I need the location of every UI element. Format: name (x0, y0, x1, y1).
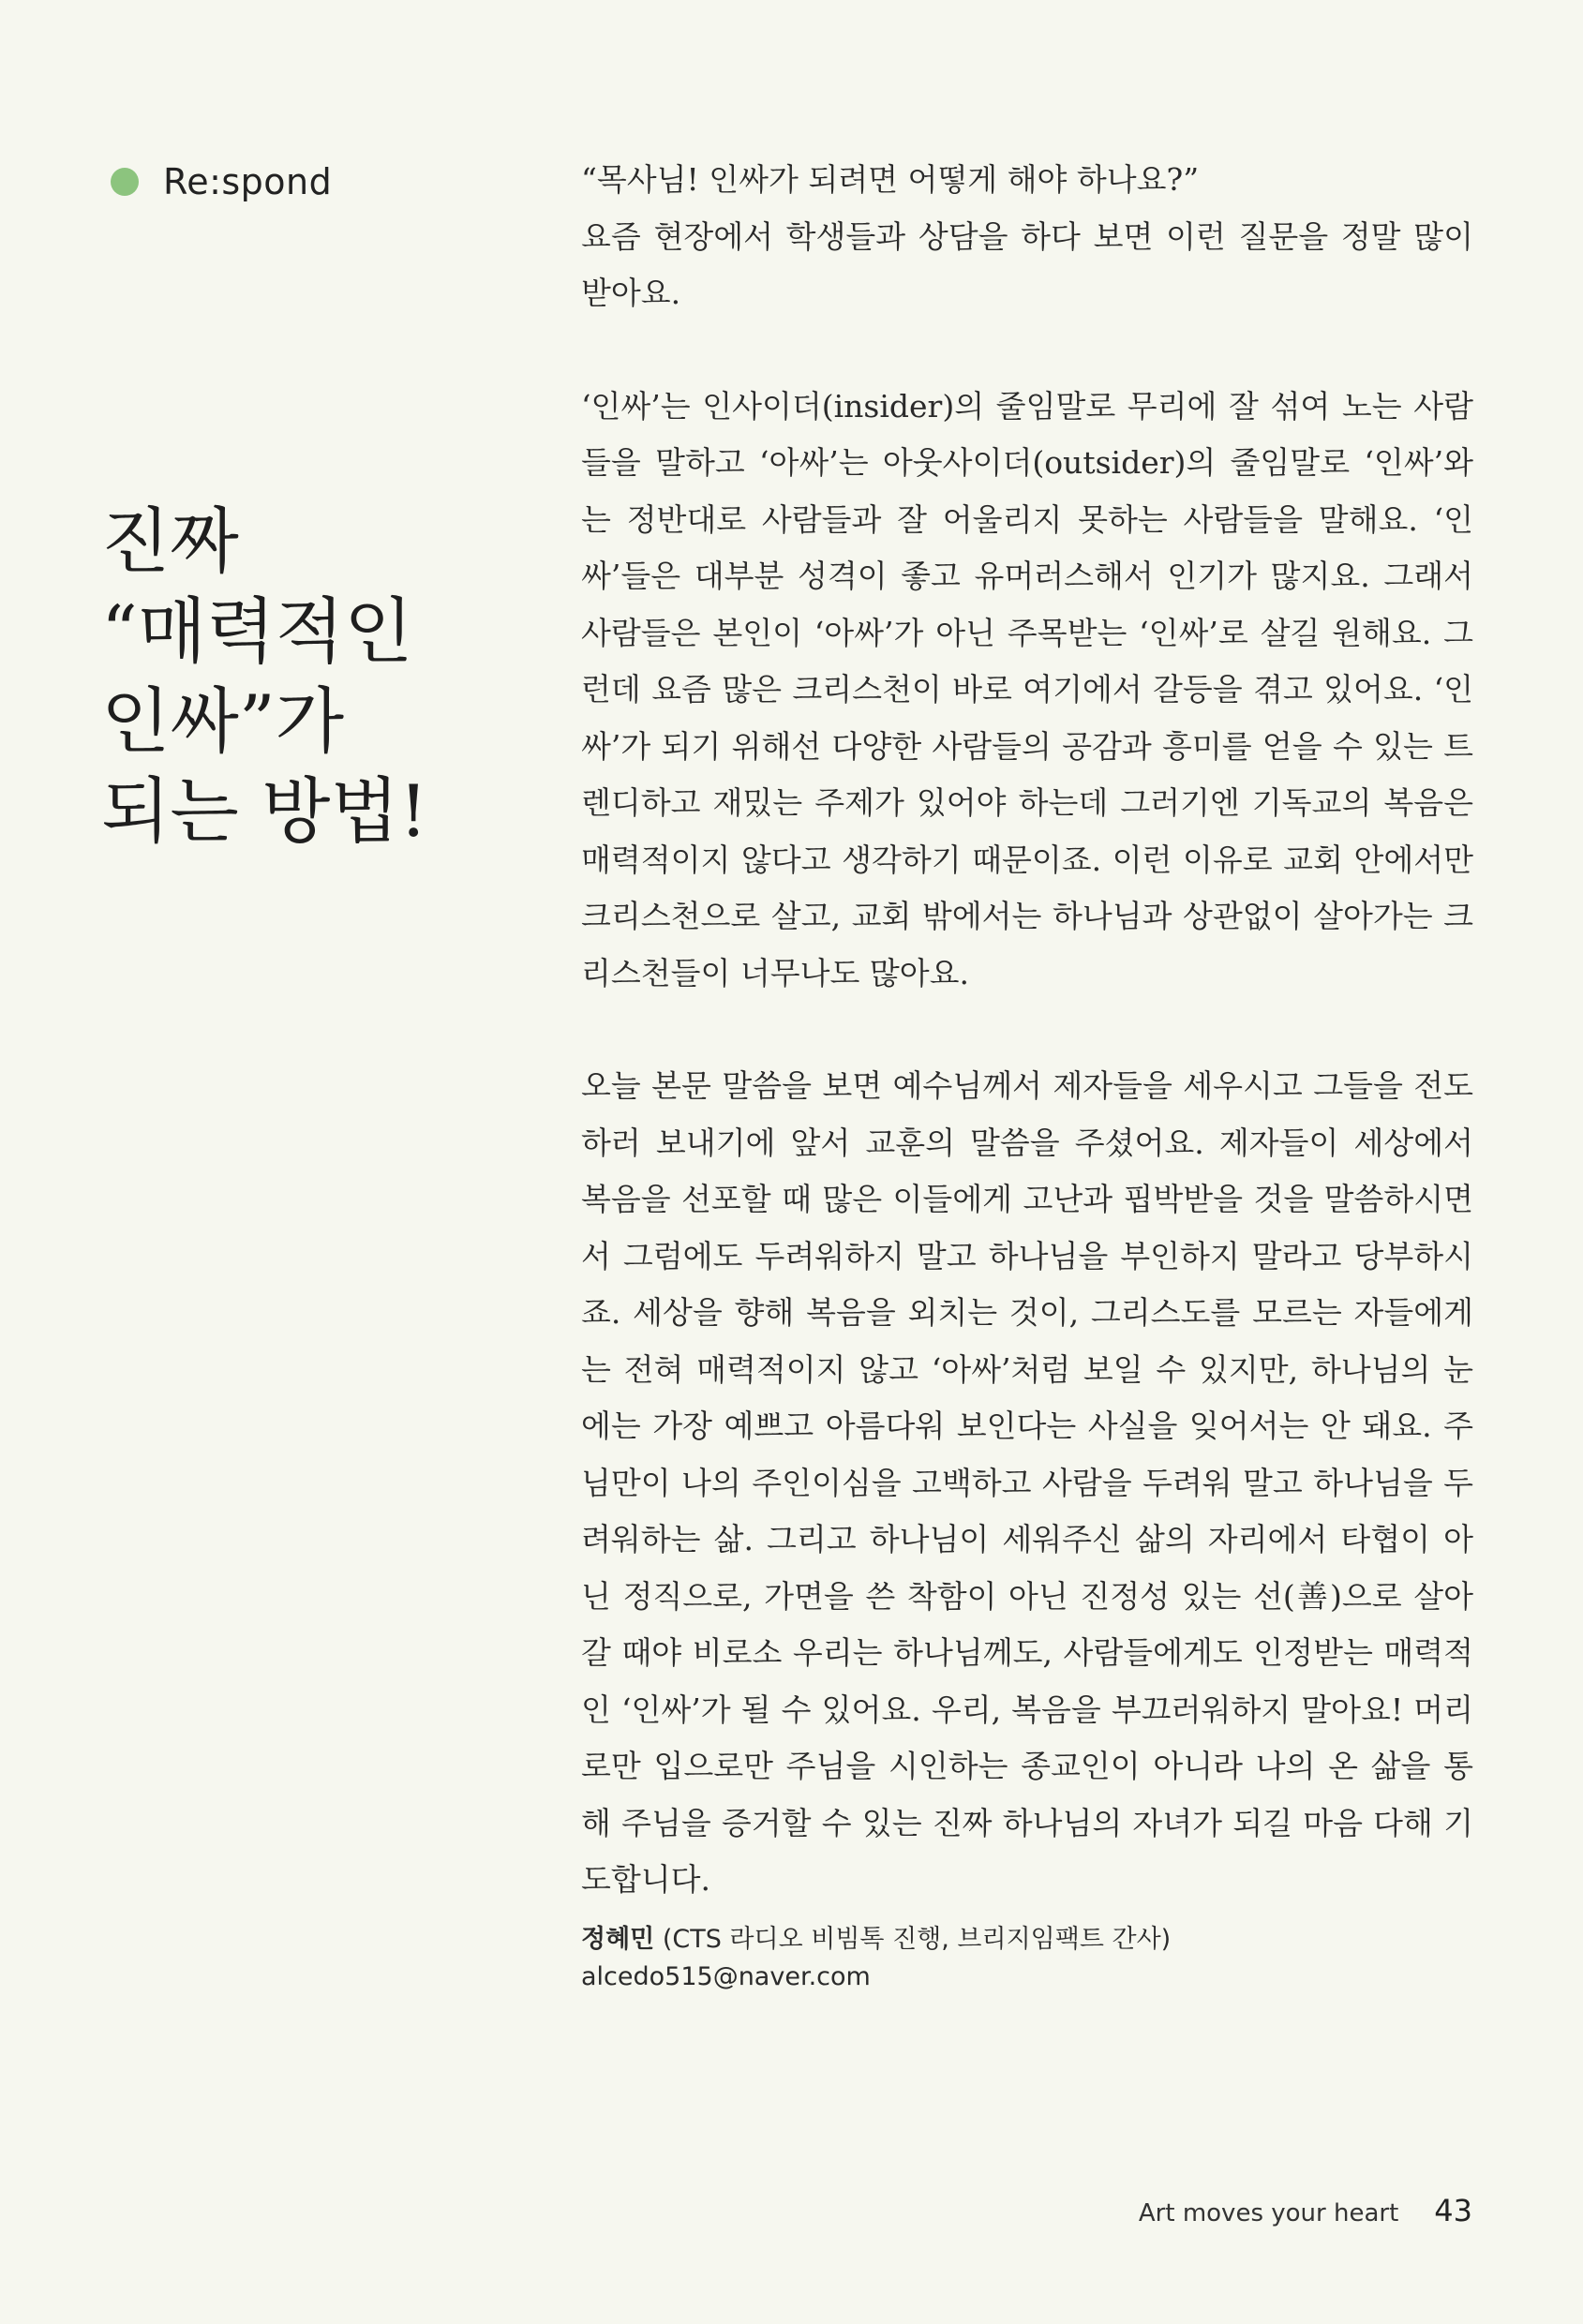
article-paragraph: 오늘 본문 말씀을 보면 예수님께서 제자들을 세우시고 그들을 전도하러 보내기에 앞서 교훈의 말씀을 주셨어요. 제자들이 세상에서 복음을 선포할 때 많은 이들에게 고난과 핍박받을 것을 말씀하시면서 그럼에도 두려워하지 말고 하나님을 부인하지 말라고 당부하시죠. 세상을 향해 복음을 외치는 것이, 그리스도를 모르는 자들에게는 전혀 매력적이지 않고 ‘아싸’처럼 보일 수 있지만, 하나님의 눈에는 가장 예쁘고 아름다워 보인다는 사실을 잊어서는 안 돼요. 주님만이 나의 주인이심을 고백하고 사람을 두려워 말고 하나님을 두려워하는 삶. 그리고 하나님이 세워주신 삶의 자리에서 타협이 아닌 정직으로, 가면을 쓴 착함이 아닌 진정성 있는 선(善)으로 살아갈 때야 비로소 우리는 하나님께도, 사람들에게도 인정받는 매력적인 ‘인싸’가 될 수 있어요. 우리, 복음을 부끄러워하지 말아요! 머리로만 입으로만 주님을 시인하는 종교인이 아니라 나의 온 삶을 통해 주님을 증거할 수 있는 진짜 하나님의 자녀가 되길 마음 다해 기도합니다. (581, 1067, 1473, 1898)
headline (101, 497, 495, 857)
article-paragraph: ‘인싸’는 인사이더(insider)의 줄임말로 무리에 잘 섞여 노는 사람들을 말하고 ‘아싸’는 아웃사이더(outsider)의 줄임말로 ‘인싸’와는 정반대로 사람들과 잘 어울리지 못하는 사람들을 말해요. ‘인싸’들은 대부분 성격이 좋고 유머러스해서 인기가 많지요. 그래서 사람들은 본인이 ‘아싸’가 아닌 주목받는 ‘인싸’로 살길 원해요. 그런데 요즘 많은 크리스천이 바로 여기에서 갈등을 겪고 있어요. ‘인싸’가 되기 위해선 다양한 사람들의 공감과 흥미를 얻을 수 있는 트렌디하고 재밌는 주제가 있어야 하는데 그러기엔 기독교의 복음은 매력적이지 않다고 생각하기 때문이죠. 이런 이유로 교회 안에서만 크리스천으로 살고, 교회 밖에서는 하나님과 상관없이 살아가는 크리스천들이 너무나도 많아요. (581, 387, 1473, 991)
section-tag (111, 161, 332, 202)
author-name: 정혜민 (581, 1925, 655, 1954)
author-role: (CTS 라디오 비빔톡 진행, 브리지임팩트 간사) (654, 1925, 1172, 1954)
article-body (581, 152, 1473, 1965)
headline-line: 인싸”가 (101, 679, 345, 763)
headline-line: 진짜 (101, 499, 239, 583)
author-email: alcedo515@naver.com (581, 1962, 871, 1991)
intro-text: 요즘 현장에서 학생들과 상담을 하다 보면 이런 질문을 정말 많이 받아요. (581, 217, 1473, 311)
author-line (581, 1921, 1171, 1959)
section-label: Re:spond (163, 161, 333, 202)
page-number: 43 (1434, 2193, 1472, 2228)
green-dot-icon (111, 168, 139, 196)
opening-question: “목사님! 인싸가 되려면 어떻게 해야 하나요?” (581, 161, 1200, 198)
page-footer (1139, 2193, 1472, 2228)
footer-slogan: Art moves your heart (1138, 2199, 1399, 2227)
author-credit (581, 1921, 1171, 1996)
headline-line: 되는 방법! (101, 769, 428, 853)
headline-line: “매력적인 (101, 589, 413, 673)
intro-paragraph (581, 152, 1473, 322)
